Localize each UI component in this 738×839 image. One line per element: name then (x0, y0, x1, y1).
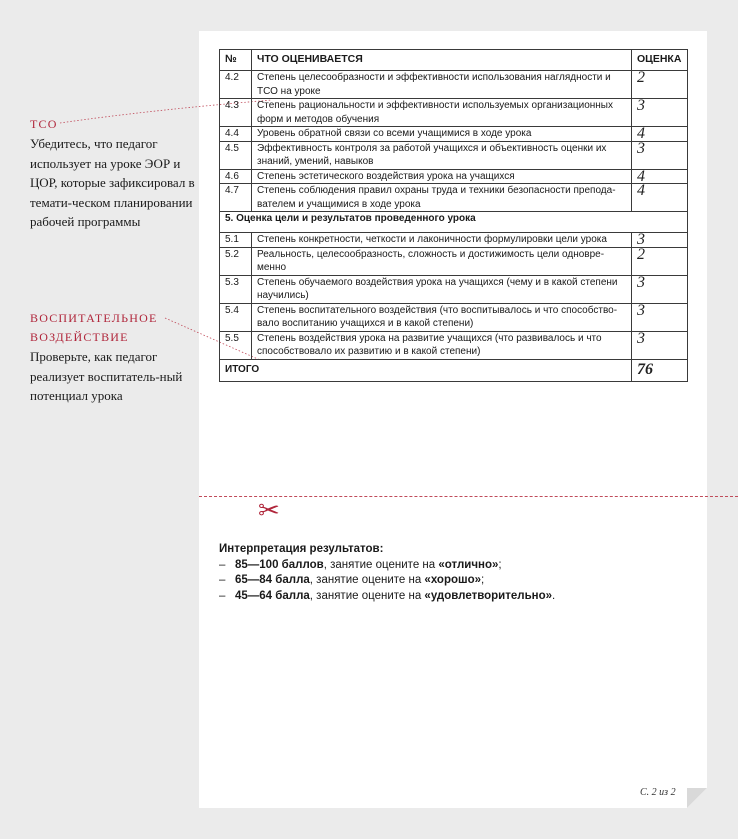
interpretation-title: Интерпретация результатов: (219, 543, 384, 555)
row-number: 4.4 (220, 127, 252, 142)
row-score: 2 (632, 247, 688, 275)
table-row (220, 303, 688, 331)
score-range: 65—84 балла (235, 574, 310, 586)
grade: «удовлетворительно» (424, 589, 553, 602)
note-text: Убедитесь, что педагог использует на уроке ЭОР и ЦОР, которые зафиксировал в темати-ческом планировании рабочей программы (30, 136, 195, 229)
row-criterion: Эффективность контроля за работой учащихся и объективность оценки их знаний, умений, навыков (252, 141, 632, 169)
row-score: 4 (632, 169, 688, 184)
row-criterion: Степень соблюдения правил охраны труда и техники безопасности препода-вателем и учащимися в ходе урока (252, 184, 632, 212)
row-number: 5.3 (220, 275, 252, 303)
list-dash: – (219, 574, 226, 586)
row-criterion: Степень рациональности и эффективности используемых организационных форм и методов обучения (252, 99, 632, 127)
cut-line (199, 496, 738, 497)
table-row (220, 184, 688, 212)
total-label: ИТОГО (220, 359, 632, 381)
table-row (220, 127, 688, 142)
table-row (220, 71, 688, 99)
margin-note-vospit (30, 309, 195, 406)
results-interpretation (219, 542, 555, 604)
row-number: 4.2 (220, 71, 252, 99)
list-item (219, 589, 555, 605)
row-criterion: Степень целесообразности и эффективности использования наглядности и ТСО на уроке (252, 71, 632, 99)
row-number: 5.4 (220, 303, 252, 331)
item-text: , занятие оцените на (323, 558, 439, 571)
header-num: № (220, 50, 252, 71)
row-score: 3 (632, 303, 688, 331)
table-row (220, 141, 688, 169)
total-score: 76 (632, 359, 688, 381)
note-text: Проверьте, как педагог реализует воспитатель-ный потенциал урока (30, 349, 183, 403)
page-number: С. 2 из 2 (640, 787, 676, 798)
header-what: ЧТО ОЦЕНИВАЕТСЯ (252, 50, 632, 71)
row-criterion: Реальность, целесообразность, сложность и достижимость цели одновре-менно (252, 247, 632, 275)
table-row (220, 99, 688, 127)
grade: «отлично» (438, 558, 499, 571)
note-heading: ТСО (30, 117, 58, 131)
table-row (220, 247, 688, 275)
score-range: 85—100 баллов (235, 558, 324, 571)
row-score: 4 (632, 127, 688, 142)
section-title: 5. Оценка цели и результатов проведенного урока (220, 212, 688, 233)
grade: «хорошо» (424, 574, 482, 586)
row-number: 5.1 (220, 233, 252, 248)
row-number: 5.2 (220, 247, 252, 275)
total-row (220, 359, 688, 381)
item-text: , занятие оцените на (309, 574, 425, 586)
row-number: 5.5 (220, 331, 252, 359)
row-score: 2 (632, 71, 688, 99)
row-criterion: Степень воздействия урока на развитие учащихся (что развивалось и что способствовало их развитию и в какой степени) (252, 331, 632, 359)
item-end: ; (481, 574, 485, 586)
list-item (219, 558, 555, 574)
list-item (219, 573, 555, 589)
margin-note-tso (30, 115, 195, 232)
row-criterion: Уровень обратной связи со всеми учащимися в ходе урока (252, 127, 632, 142)
row-criterion: Степень обучаемого воздействия урока на учащихся (чему и в какой степени научились) (252, 275, 632, 303)
row-score: 3 (632, 275, 688, 303)
item-end: . (552, 589, 556, 602)
table-row (220, 169, 688, 184)
section-row (220, 212, 688, 233)
row-score: 3 (632, 141, 688, 169)
table-header-row (220, 50, 688, 71)
row-number: 4.7 (220, 184, 252, 212)
note-heading: ВОСПИТАТЕЛЬНОЕ ВОЗДЕЙСТВИЕ (30, 311, 158, 344)
header-score: ОЦЕНКА (632, 50, 688, 71)
row-criterion: Степень воспитательного воздействия (что воспитывалось и что способство-вало воспитанию учащихся и в какой степени) (252, 303, 632, 331)
item-end: ; (498, 558, 502, 571)
row-score: 3 (632, 99, 688, 127)
row-criterion: Степень конкретности, четкости и лаконичности формулировки цели урока (252, 233, 632, 248)
table-row (220, 331, 688, 359)
row-criterion: Степень эстетического воздействия урока на учащихся (252, 169, 632, 184)
item-text: , занятие оцените на (309, 589, 425, 602)
row-score: 3 (632, 233, 688, 248)
row-score: 4 (632, 184, 688, 212)
list-dash: – (219, 589, 226, 602)
row-number: 4.3 (220, 99, 252, 127)
list-dash: – (219, 558, 226, 571)
score-range: 45—64 балла (235, 589, 310, 602)
table-row (220, 233, 688, 248)
evaluation-table (219, 49, 688, 382)
row-number: 4.5 (220, 141, 252, 169)
scissors-icon: ✂ (258, 495, 280, 525)
row-score: 3 (632, 331, 688, 359)
table-row (220, 275, 688, 303)
row-number: 4.6 (220, 169, 252, 184)
page-fold-corner (687, 788, 707, 808)
